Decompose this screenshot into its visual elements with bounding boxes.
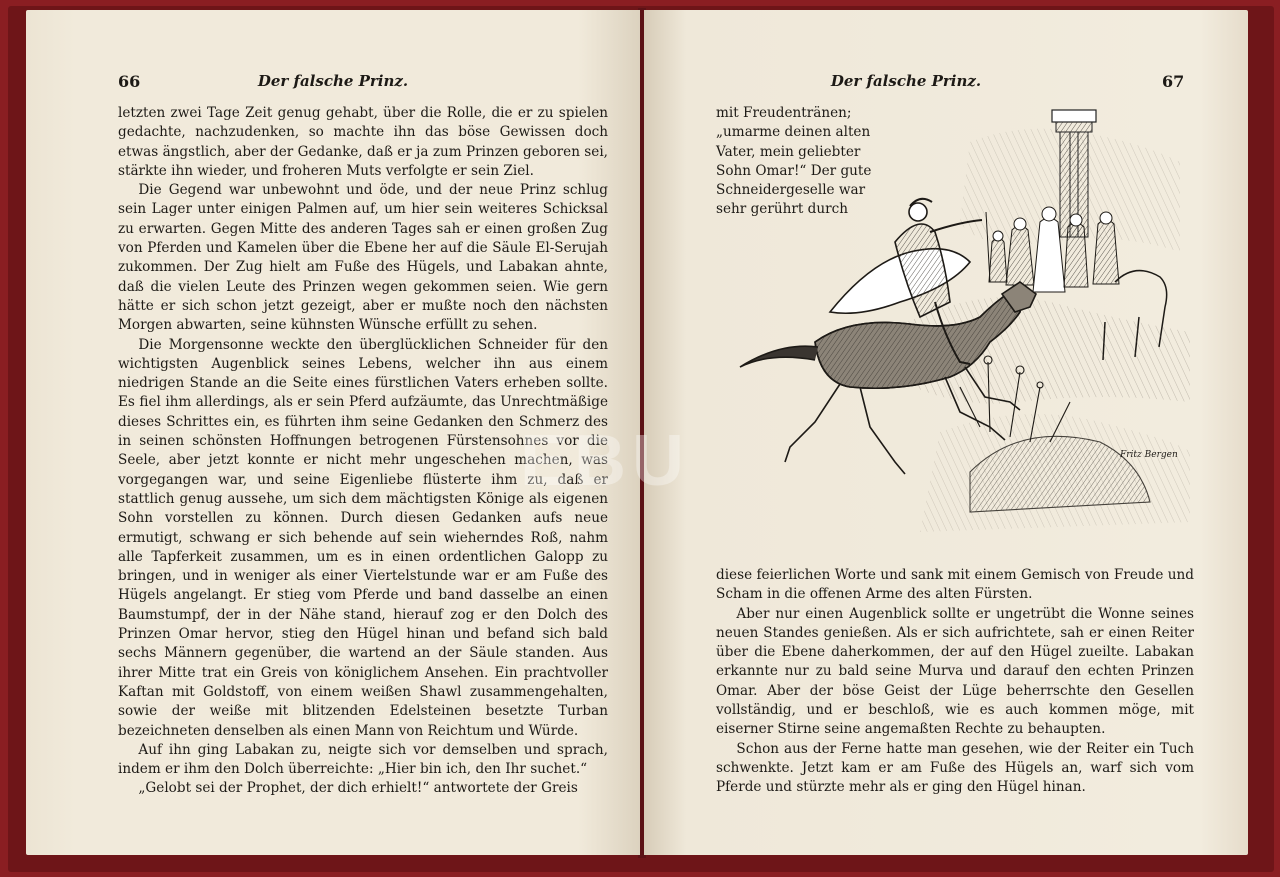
left-paragraph-5: „Gelobt sei der Prophet, der dich erhielt!“ antwortete der Greis <box>138 780 578 797</box>
right-page-text <box>716 566 1194 798</box>
left-paragraph-1: letzten zwei Tage Zeit genug gehabt, über die Rolle, die er zu spielen gedachte, nachzudenken, so machte ihn das böse Gewissen doch etwas ängstlich, aber der Gedanke, daß er ja zum Prinzen geboren sei, stärkte ihn wieder, und froheren Muts verfolgte er sein Ziel. <box>118 105 608 179</box>
illustration-signature: Fritz Bergen <box>1120 450 1178 460</box>
rider-illustration <box>720 102 1190 552</box>
left-paragraph-3: Die Morgensonne weckte den überglücklichen Schneider für den wichtigsten Augenblick seines Lebens, welcher ihn aus einem niedrigen Stande an die Seite eines fürstlichen Vaters erheben sollte. Es fiel ihm allerdings, als er sein Pferd aufzäumte, das Unrechtmäßige dieses Schrittes ein, es führten ihm seine Gedanken den Schmerz des in seinen schönsten Hoffnungen betrogenen Fürstensohnes vor die Seele, aber jetzt konnte er nicht mehr ungeschehen machen, was vorgegangen war, und seine Eigenliebe flüsterte ihm zu, daß er stattlich genug aussehe, um sich dem mächtigsten Könige als eigenen Sohn vorstellen zu können. Durch diesen Gedanken aufs neue ermutigt, schwang er sich behende auf sein wieherndes Roß, nahm alle Tapferkeit zusammen, um es in einen ordentlichen Galopp zu bringen, und in weniger als einer Viertelstunde war er am Fuße des Hügels angelangt. Er stieg vom Pferde und band dasselbe an einen Baumstumpf, der in der Nähe stand, hierauf zog er den Dolch des Prinzen Omar hervor, stieg den Hügel hinan und befand sich bald sechs Männern gegenüber, die wartend an der Säule standen. Aus ihrer Mitte trat ein Greis von königlichem Ansehen. Ein prachtvoller Kaftan mit Goldstoff, von einem weißen Shawl zusammengehalten, sowie der weiße mit blitzenden Edelsteinen besetzte Turban bezeichneten denselben als einen Mann von Reichtum und Würde. <box>118 336 608 739</box>
right-page <box>644 10 1248 855</box>
watermark: EBU <box>520 421 691 501</box>
right-paragraph-1: diese feierlichen Worte und sank mit einem Gemisch von Freude und Scham in die offenen Arme des alten Fürsten. <box>716 567 1194 603</box>
left-running-head: Der falsche Prinz. <box>257 72 409 90</box>
left-page-number: 66 <box>118 72 141 91</box>
left-paragraph-4: Auf ihn ging Labakan zu, neigte sich vor demselben und sprach, indem er ihm den Dolch überreichte: „Hier bin ich, den Ihr suchet.“ <box>118 741 608 778</box>
right-running-head <box>644 72 1248 90</box>
beside-illustration-paragraph: mit Freudentränen; „umarme deinen alten Vater, mein geliebter Sohn Omar!“ Der gute Schneidergeselle war sehr gerührt durch <box>716 105 872 218</box>
left-paragraph-2: Die Gegend war unbewohnt und öde, und der neue Prinz schlug sein Lager unter einigen Palmen auf, um hier sein weiteres Schicksal zu erwarten. Gegen Mitte des anderen Tages sah er einen großen Zug von Pferden und Kamelen über die Ebene her auf die Säule El-Serujah zukommen. Der Zug hielt am Fuße des Hügels, und Labakan ahnte, daß die vielen Leute des Prinzen wegen gekommen seien. Wie gern hätte er sich schon jetzt gezeigt, aber er mußte noch den nächsten Morgen abwarten, seine kühnsten Wünsche erfüllt zu sehen. <box>118 182 608 334</box>
right-paragraph-2: Aber nur einen Augenblick sollte er ungetrübt die Wonne seines neuen Standes genießen. Als er sich aufrichtete, sah er einen Reiter über die Ebene daherkommen, der auf den Hügel zueilte. Labakan erkannte nur zu bald seine Murva und darauf den echten Prinzen Omar. Aber der böse Geist der Lüge beherrschte den Gesellen vollständig, und er beschloß, wie es auch kommen möge, mit eiserner Stirne seine angemaßten Rechte zu behaupten. <box>716 605 1194 738</box>
right-paragraph-3: Schon aus der Ferne hatte man gesehen, wie der Reiter ein Tuch schwenkte. Jetzt kam er am Fuße des Hügels an, warf sich vom Pferde und stürzte mehr als er ging den Hügel hinan. <box>716 740 1194 796</box>
right-running-head-text: Der falsche Prinz. <box>830 72 982 90</box>
right-page-number: 67 <box>1162 72 1185 91</box>
